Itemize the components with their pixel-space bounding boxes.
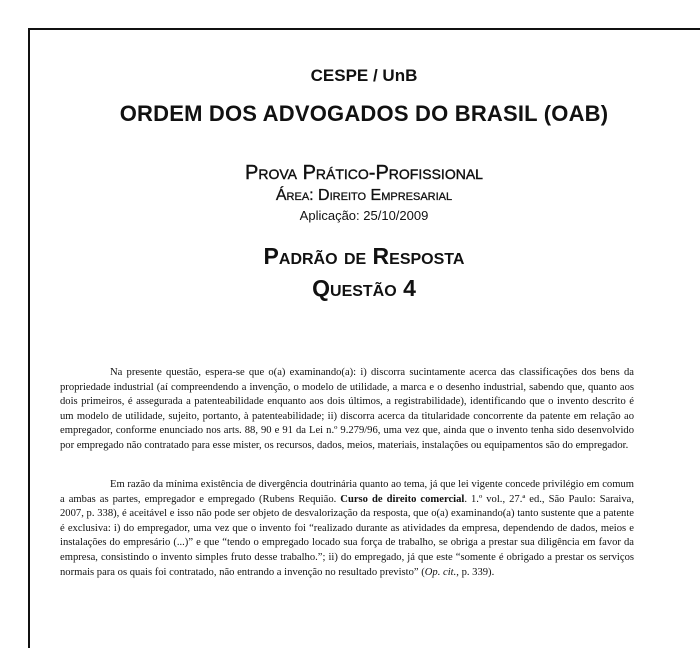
exam-title: Prova Prático-Profissional [245, 162, 483, 184]
book-title: Curso de direito comercial [340, 493, 465, 505]
question-title: Questão 4 [312, 275, 416, 301]
answer-paragraph-2 [60, 478, 634, 580]
paragraph-2-part-c: , p. 339). [456, 566, 495, 578]
document-type-title: Padrão de Resposta [263, 243, 465, 269]
paragraph-2-part-a: Em razão da mínima existência de divergência doutrinária quanto ao tema, já que lei vigente concede privilégio em comum a ambas as partes, empregador e empregado (Rubens Requião. [60, 479, 634, 505]
paragraph-2-part-b: . 1.º vol., 27.ª ed., São Paulo: Saraiva, 2007, p. 338), é aceitável e isso não pode ser objeto de desvalorização da resposta, que o(a) examinando(a) tanto sustente que a patente é exclusiva: i) do empregador, uma vez que o invento foi “realizado durante as atividades da empresa, dependendo de dados, meios e instalações do empresário (...)” e que “tendo o empregado locado sua força de trabalho, se obriga a prestar sua diligência em favor da empresa, consistindo o invento simples fruto desse trabalho.”; ii) do empregado, já que este “somente é obrigado a prestar os serviços normais para os quais foi contratado, não entrando a invenção no resultado previsto” ( [60, 493, 635, 578]
area-subtitle: Área: Direito Empresarial [275, 187, 453, 204]
op-cit: Op. cit. [424, 566, 457, 578]
org-title: CESPE / UnB [310, 66, 418, 85]
answer-paragraph-1: Na presente questão, espera-se que o(a) examinando(a): i) discorra sucintamente acerca das classificações dos bens da propriedade industrial (aí compreendendo a invenção, o modelo de utilidade, a marca e o desenho industrial, sabendo que, quanto aos dois primeiros, é assegurada a patenteabilidade enquanto aos dois últimos, a registrabilidade), identificando que o invento descrito é um modelo de utilidade, sujeito, portanto, à patenteabilidade; ii) discorra acerca da titularidade concorrente da patente em relação ao empregador, conforme enunciado nos arts. 88, 90 e 91 da Lei n.º 9.279/96, uma vez que, ainda que o invento tenha sido desenvolvido por empregado não contratado para esse mister, os recursos, dados, meios, materiais, instalações ou equipamentos são do empregador. [60, 367, 634, 451]
institution-title: ORDEM DOS ADVOGADOS DO BRASIL (OAB) [119, 101, 609, 126]
application-date: Aplicação: 25/10/2009 [299, 208, 429, 223]
